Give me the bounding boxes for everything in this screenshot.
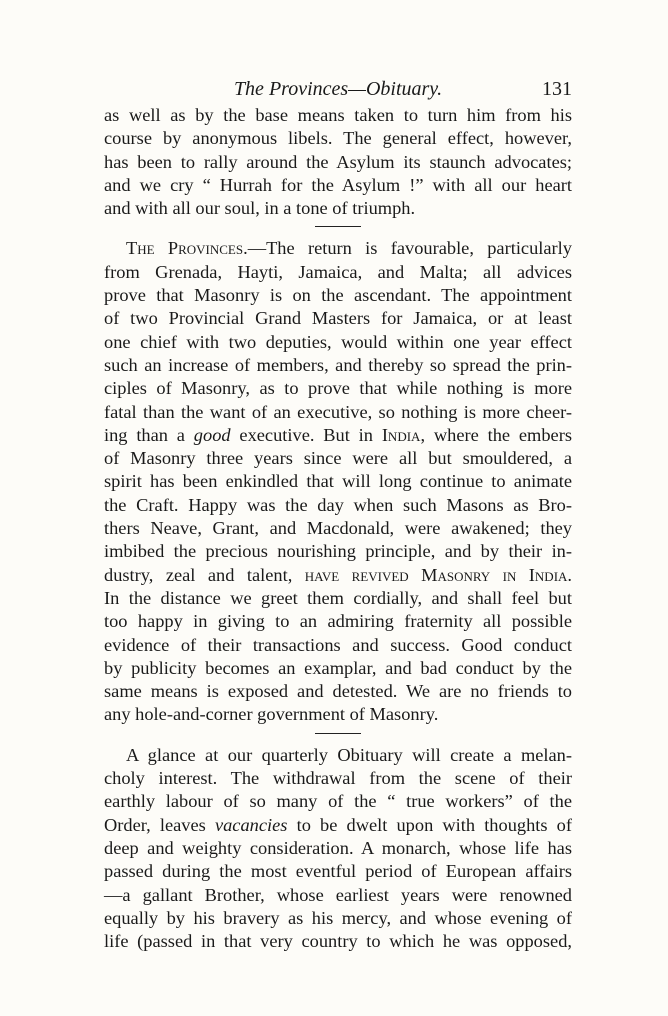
emphasis-text: good <box>193 424 231 445</box>
text-line: fatal than the want of an executive, so nothing is more cheer- <box>104 401 572 422</box>
text-line: evidence of their transactions and success. Good conduct <box>104 634 572 655</box>
text-line <box>104 564 572 587</box>
text-line: too happy in giving to an admiring fraternity all possible <box>104 611 572 632</box>
book-page <box>104 70 572 953</box>
text-line: choly interest. The withdrawal from the scene of their <box>104 768 572 789</box>
small-caps-text: have revived Masonry in India. <box>304 564 573 585</box>
text-line: imbibed the precious nourishing principle, and by their in- <box>104 541 572 562</box>
text-line: of two Provincial Grand Masters for Jamaica, or at least <box>104 308 572 329</box>
text-line: In the distance we greet them cordially, and shall feel but <box>104 587 572 608</box>
text-line: by publicity becomes an examplar, and bad conduct by the <box>104 657 572 678</box>
text-run: to be dwelt upon with thoughts of <box>287 814 572 835</box>
text-run: Order, leaves <box>104 814 215 835</box>
text-line: life (passed in that very country to which he was opposed, <box>104 931 572 952</box>
text-run: dustry, zeal and talent, <box>104 564 305 585</box>
text-line: prove that Masonry is on the ascendant. The appointment <box>104 285 572 306</box>
text-line: and with all our soul, in a tone of triumph. <box>104 198 416 219</box>
text-run: ing than a <box>104 424 194 445</box>
section-divider <box>315 733 361 734</box>
text-line: one chief with two deputies, would within one year effect <box>104 331 572 352</box>
text-line: spirit has been enkindled that will long continue to animate <box>104 471 572 492</box>
text-line: A glance at our quarterly Obituary will create a melan- <box>126 744 572 765</box>
text-run: —The return is favourable, particularly <box>247 238 572 259</box>
text-line: —a gallant Brother, whose earliest years were renowned <box>104 884 572 905</box>
running-title: The Provinces—Obituary. <box>233 78 443 100</box>
paragraph-obituary <box>104 744 572 954</box>
text-line: earthly labour of so many of the “ true workers” of the <box>104 791 572 812</box>
text-line: course by anonymous libels. The general effect, however, <box>104 128 572 149</box>
text-line: and we cry “ Hurrah for the Asylum !” with all our heart <box>104 174 572 195</box>
text-line: any hole-and-corner government of Masonry. <box>104 704 439 725</box>
text-line: such an increase of members, and thereby so spread the prin- <box>104 354 572 375</box>
text-line: the Craft. Happy was the day when such Masons as Bro- <box>104 494 572 515</box>
text-run: executive. But in <box>230 424 382 445</box>
text-run: , where the embers <box>420 424 573 445</box>
text-line: has been to rally around the Asylum its staunch advocates; <box>104 151 572 172</box>
page-number: 131 <box>542 78 572 100</box>
text-line <box>104 424 572 447</box>
section-divider <box>315 226 361 227</box>
text-line <box>104 237 572 260</box>
text-line: same means is exposed and detested. We are no friends to <box>104 681 572 702</box>
text-line: as well as by the base means taken to turn him from his <box>104 105 572 125</box>
text-line: equally by his bravery as his mercy, and whose evening of <box>104 907 572 928</box>
small-caps-text: India <box>381 424 421 445</box>
text-line: ciples of Masonry, as to prove that while nothing is more <box>104 378 572 399</box>
text-line: of Masonry three years since were all but smouldered, a <box>104 448 572 469</box>
text-line: thers Neave, Grant, and Macdonald, were awakened; they <box>104 518 572 539</box>
text-line <box>104 814 572 837</box>
section-heading: The Provinces. <box>126 238 248 259</box>
running-header <box>104 70 572 104</box>
text-line: passed during the most eventful period of European affairs <box>104 861 572 882</box>
text-line: from Grenada, Hayti, Jamaica, and Malta; all advices <box>104 261 572 282</box>
emphasis-text: vacancies <box>214 814 288 835</box>
paragraph-continuation <box>104 104 572 220</box>
text-line: deep and weighty consideration. A monarch, whose life has <box>104 837 572 858</box>
paragraph-provinces <box>104 237 572 726</box>
